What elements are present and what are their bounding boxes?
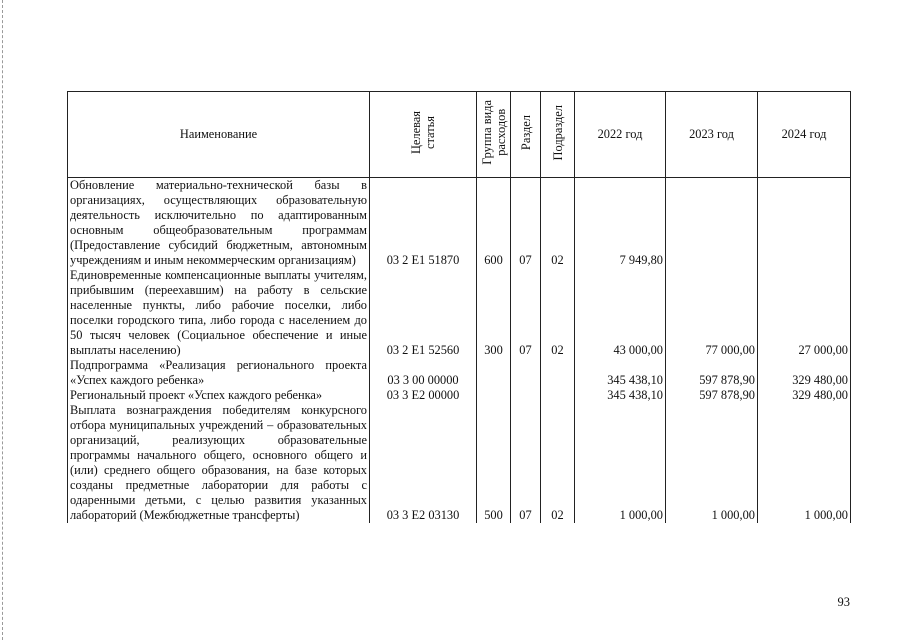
row-target: 03 3 E2 00000 — [370, 388, 477, 403]
row-value-2022: 1 000,00 — [575, 403, 666, 523]
row-value-2022: 7 949,80 — [575, 178, 666, 269]
row-name: Выплата вознаграждения победителям конкурсного отбора муниципальных учреждений – образовательных организаций, реализующих образовательные программы начального общего, основного общего и (или) среднего общего образования, на базе которых созданы предметные лаборатории для работы с одаренными детьми, с целью развития указанных лабораторий (Межбюджетные трансферты) — [68, 403, 370, 523]
header-2022: 2022 год — [575, 92, 666, 178]
row-value-2022: 345 438,10 — [575, 388, 666, 403]
header-target: Целевая статья — [370, 92, 477, 178]
row-subsection: 02 — [541, 403, 575, 523]
row-subsection — [541, 388, 575, 403]
header-name: Наименование — [68, 92, 370, 178]
row-value-2023 — [666, 178, 758, 269]
header-2023: 2023 год — [666, 92, 758, 178]
page-edge — [2, 0, 4, 640]
row-name: Единовременные компенсационные выплаты учителям, прибывшим (переехавшим) на работу в сельские населенные пункты, либо рабочие поселки, либо поселки городского типа, либо города с населением до 50 тысяч человек (Социальное обеспечение и иные выплаты населению) — [68, 268, 370, 358]
row-section — [511, 358, 541, 388]
row-value-2024 — [758, 178, 851, 269]
row-value-2022: 345 438,10 — [575, 358, 666, 388]
row-group: 500 — [477, 403, 511, 523]
table-row — [68, 268, 851, 358]
row-value-2024: 1 000,00 — [758, 403, 851, 523]
header-2024: 2024 год — [758, 92, 851, 178]
row-target: 03 3 E2 03130 — [370, 403, 477, 523]
row-section: 07 — [511, 268, 541, 358]
row-group: 300 — [477, 268, 511, 358]
budget-table — [67, 91, 851, 523]
table-header-row — [68, 92, 851, 178]
row-value-2024: 27 000,00 — [758, 268, 851, 358]
row-group — [477, 388, 511, 403]
row-target: 03 3 00 00000 — [370, 358, 477, 388]
row-name: Региональный проект «Успех каждого ребенка» — [68, 388, 370, 403]
row-target: 03 2 E1 52560 — [370, 268, 477, 358]
row-group: 600 — [477, 178, 511, 269]
table-row — [68, 358, 851, 388]
row-name: Подпрограмма «Реализация регионального проекта «Успех каждого ребенка» — [68, 358, 370, 388]
row-subsection — [541, 358, 575, 388]
row-value-2024: 329 480,00 — [758, 388, 851, 403]
row-subsection: 02 — [541, 268, 575, 358]
row-value-2023: 77 000,00 — [666, 268, 758, 358]
row-section: 07 — [511, 178, 541, 269]
row-group — [477, 358, 511, 388]
row-target: 03 2 E1 51870 — [370, 178, 477, 269]
page-number: 93 — [837, 595, 850, 609]
row-section: 07 — [511, 403, 541, 523]
row-value-2023: 1 000,00 — [666, 403, 758, 523]
header-subsection: Подраздел — [541, 92, 575, 178]
row-value-2024: 329 480,00 — [758, 358, 851, 388]
row-value-2022: 43 000,00 — [575, 268, 666, 358]
header-group: Группа вида расходов — [477, 92, 511, 178]
row-section — [511, 388, 541, 403]
row-name: Обновление материально-технической базы в организациях, осуществляющих образовательную деятельность исключительно по адаптированным основным общеобразовательным программам (Предоставление субсидий бюджетным, автономным учреждениям и иным некоммерческим организациям) — [68, 178, 370, 269]
table-row — [68, 388, 851, 403]
row-value-2023: 597 878,90 — [666, 388, 758, 403]
table-row — [68, 178, 851, 269]
row-subsection: 02 — [541, 178, 575, 269]
row-value-2023: 597 878,90 — [666, 358, 758, 388]
table-row — [68, 403, 851, 523]
header-section: Раздел — [511, 92, 541, 178]
